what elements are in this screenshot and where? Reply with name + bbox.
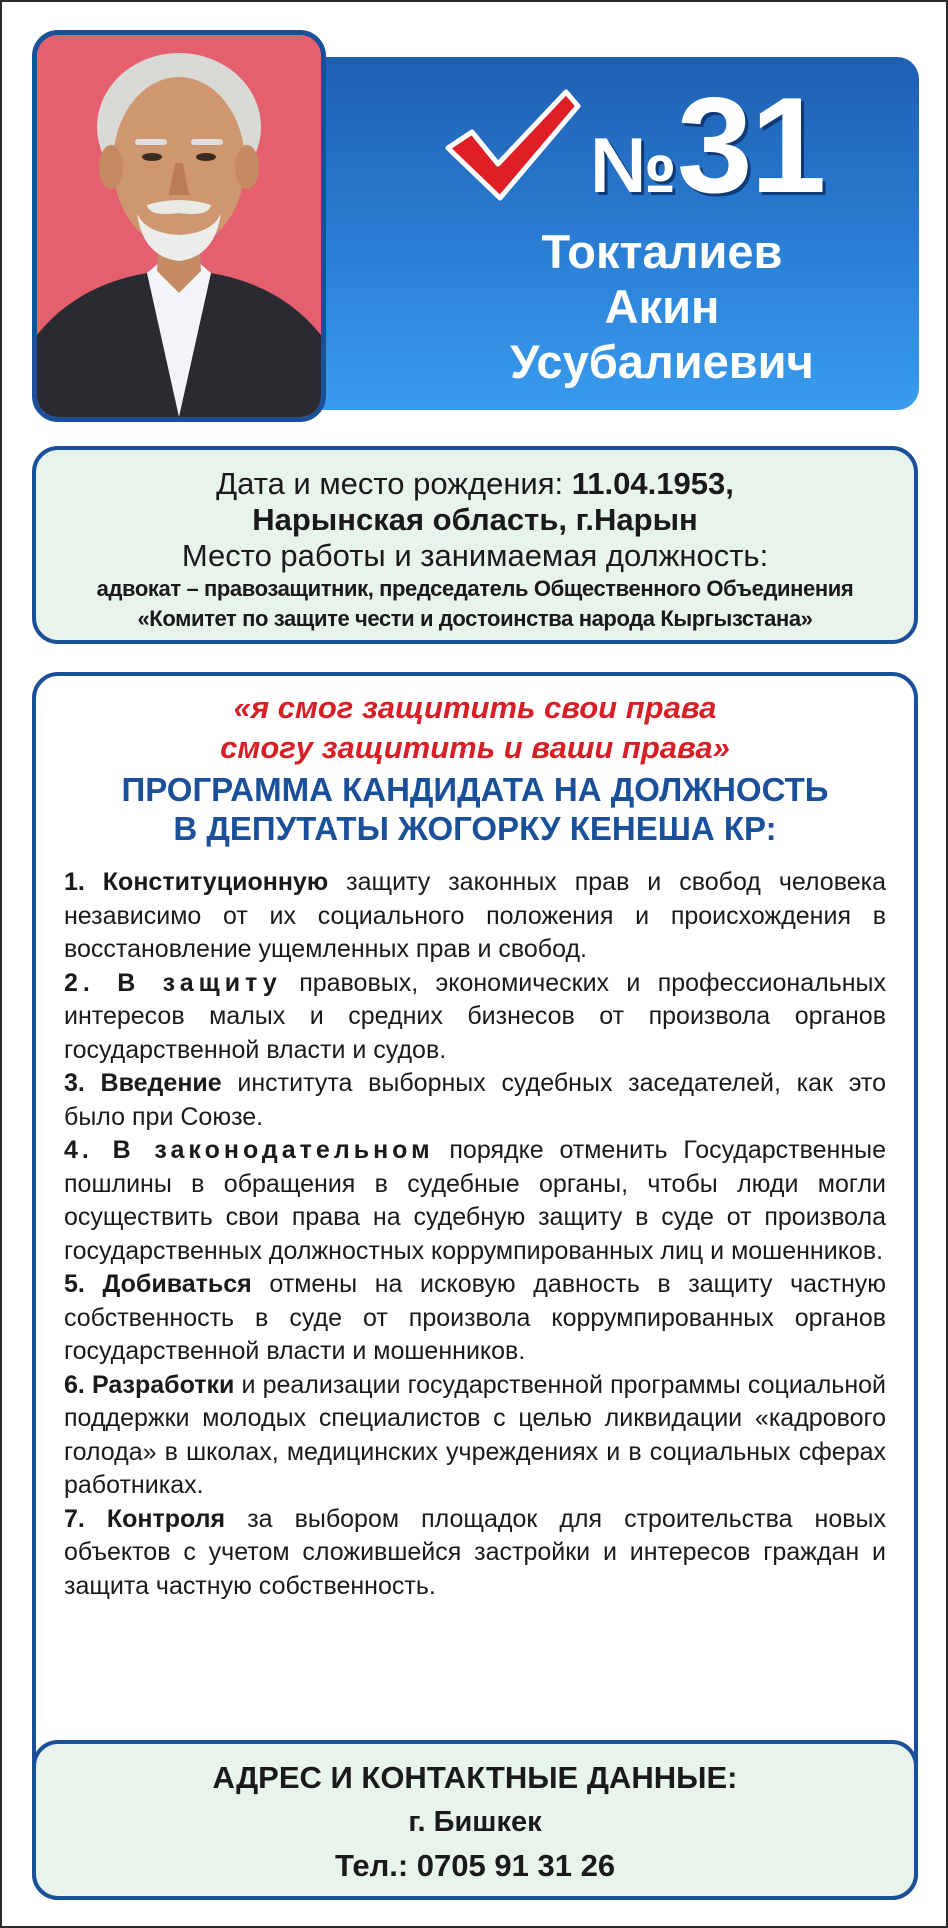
program-item-2 [64,967,886,1068]
program-item-6 [64,1369,886,1503]
birth-label: Дата и место рождения: [216,466,572,501]
program-item-4 [64,1134,886,1268]
program-title-line-1: ПРОГРАММА КАНДИДАТА НА ДОЛЖНОСТЬ [121,771,829,808]
biography-panel [32,446,918,644]
work-label: Место работы и занимаемая должность: [181,538,769,573]
candidate-photo [32,30,326,422]
program-item-5 [64,1268,886,1369]
surname: Токталиев [541,225,783,278]
contacts-title: АДРЕС И КОНТАКТНЫЕ ДАННЫЕ: [212,1760,738,1795]
program-item-text: правовых, экономических и профессиональных интересов малых и средних бизнесов от произвола органов государственной власти и судов. [64,968,886,1064]
work-position-line1: адвокат – правозащитник, председатель Общественного Объединения [96,576,854,601]
contacts-city: г. Бишкек [408,1806,542,1838]
program-item-lead: 4. В законодательном [64,1136,434,1164]
program-list [64,866,886,1603]
program-item-text: порядке отменить Государственные пошлины в обращения в судебные органы, чтобы люди могли осуществить свои права на судебную защиту в суде от произвола государственных должностных коррумпированных лиц и мошенников. [64,1136,887,1265]
program-item-7 [64,1503,886,1604]
birth-place: Нарынская область, г.Нарын [252,502,698,537]
program-item-text: за выбором площадок для строительства новых объектов с учетом сложившейся застройки и интересов граждан и защита частную собственность. [64,1504,887,1600]
slogan-line-1: «я смог защитить свои права [233,690,717,725]
program-item-lead: 6. Разработки [64,1370,235,1399]
contacts-phone: Тел.: 0705 91 31 26 [334,1848,616,1883]
program-item-lead: 1. Конституционную [64,868,329,896]
program-item-lead: 2. В защиту [64,968,282,997]
work-position-line2: «Комитет по защите чести и достоинства народа Кыргызстана» [137,606,813,631]
program-title [36,770,914,848]
program-item-lead: 7. Контроля [64,1504,226,1533]
candidate-name [422,224,902,389]
contacts-panel [32,1740,918,1900]
program-item-text: и реализации государственной программы социальной поддержки молодых специалистов с целью ликвидации «кадрового голода» в школах, медицинских учреждениях и в социальных сферах работниках. [64,1370,886,1499]
number-sign: № [590,121,677,209]
checkmark-icon [442,86,582,206]
program-item-text: института выборных судебных заседателей, как это было при Союзе. [64,1069,886,1131]
birth-date: 11.04.1953, [571,466,734,501]
candidate-number [442,69,872,221]
program-title-line-2: В ДЕПУТАТЫ ЖОГОРКУ КЕНЕША КР: [173,810,777,847]
slogan [36,688,914,768]
program-panel [32,672,918,1900]
program-item-lead: 5. Добиваться [64,1270,252,1298]
birth-line [36,466,914,502]
program-item-1 [64,866,886,967]
program-item-lead: 3. Введение [64,1069,222,1097]
number-value: 31 [676,69,825,221]
program-item-text: отмены на исковую давность в защиту частную собственность в суде от произвола коррумпированных органов государственной власти и мошенников. [64,1270,887,1365]
program-item-3 [64,1067,886,1134]
ballot-number [590,69,825,221]
program-item-text: защиту законных прав и свобод человека независимо от их социального положения и происхождения в восстановление ущемленных прав и свобод. [64,868,886,963]
first-name: Акин [604,280,720,333]
slogan-line-2: смогу защитить и ваши права» [220,730,730,765]
patronymic: Усубалиевич [510,335,814,388]
